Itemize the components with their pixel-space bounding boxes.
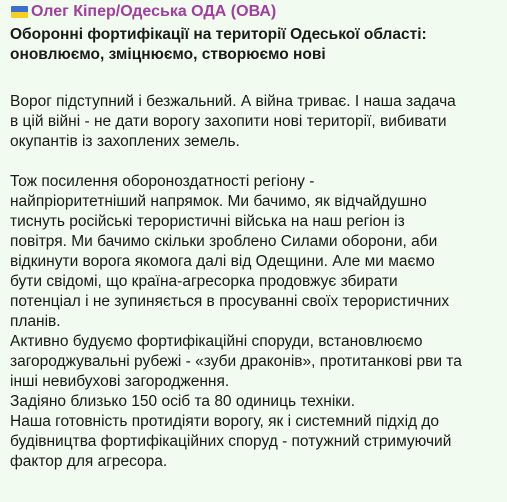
- post-paragraph: Активно будуємо фортифікаційні споруди, встановлюємо загороджувальні рубежі - «зуби драконів», протитанкові рви та інші невибухові загородження.: [10, 333, 462, 390]
- post-title-line: Оборонні фортифікації на території Одеської області:: [10, 26, 427, 43]
- post-paragraph: Ворог підступний і безжальний. А війна триває. І наша задача в цій війні - не дати ворогу захопити нові території, вибивати окупантів із захоплених земель.: [10, 93, 456, 150]
- post-paragraph: Задіяно близько 150 осіб та 80 одиниць техніки.: [10, 393, 356, 410]
- post-body: [10, 92, 499, 472]
- spacer: [10, 152, 499, 172]
- post-title: [10, 25, 499, 65]
- spacer: [10, 65, 499, 92]
- channel-header: [10, 0, 499, 23]
- post-paragraph: Наша готовність протидіяти ворогу, як і системний підхід до будівництва фортифікаційних споруд - потужний стримуючий фактор для агресора.: [10, 413, 452, 470]
- post-paragraph: Тож посилення обороноздатності регіону - найпріоритетніший напрямок. Ми бачимо, як відчайдушно тиснуть російські терористичні війська на наш регіон із повітря. Ми бачимо скільки зроблено Силами оборони, аби відкинути ворога якомога далі від Одещини. Але ми маємо бути свідомі, що країна-агресорка продовжує збирати потенціал і не зупиняється в просуванні своїх терористичних планів.: [10, 173, 450, 330]
- flag-yellow-stripe: [11, 12, 28, 18]
- ukraine-flag-icon: [11, 6, 28, 18]
- channel-name-link[interactable]: Олег Кіпер/Одеська ОДА (ОВА): [31, 3, 277, 20]
- post-title-line: оновлюємо, зміцнюємо, створюємо нові: [10, 46, 326, 63]
